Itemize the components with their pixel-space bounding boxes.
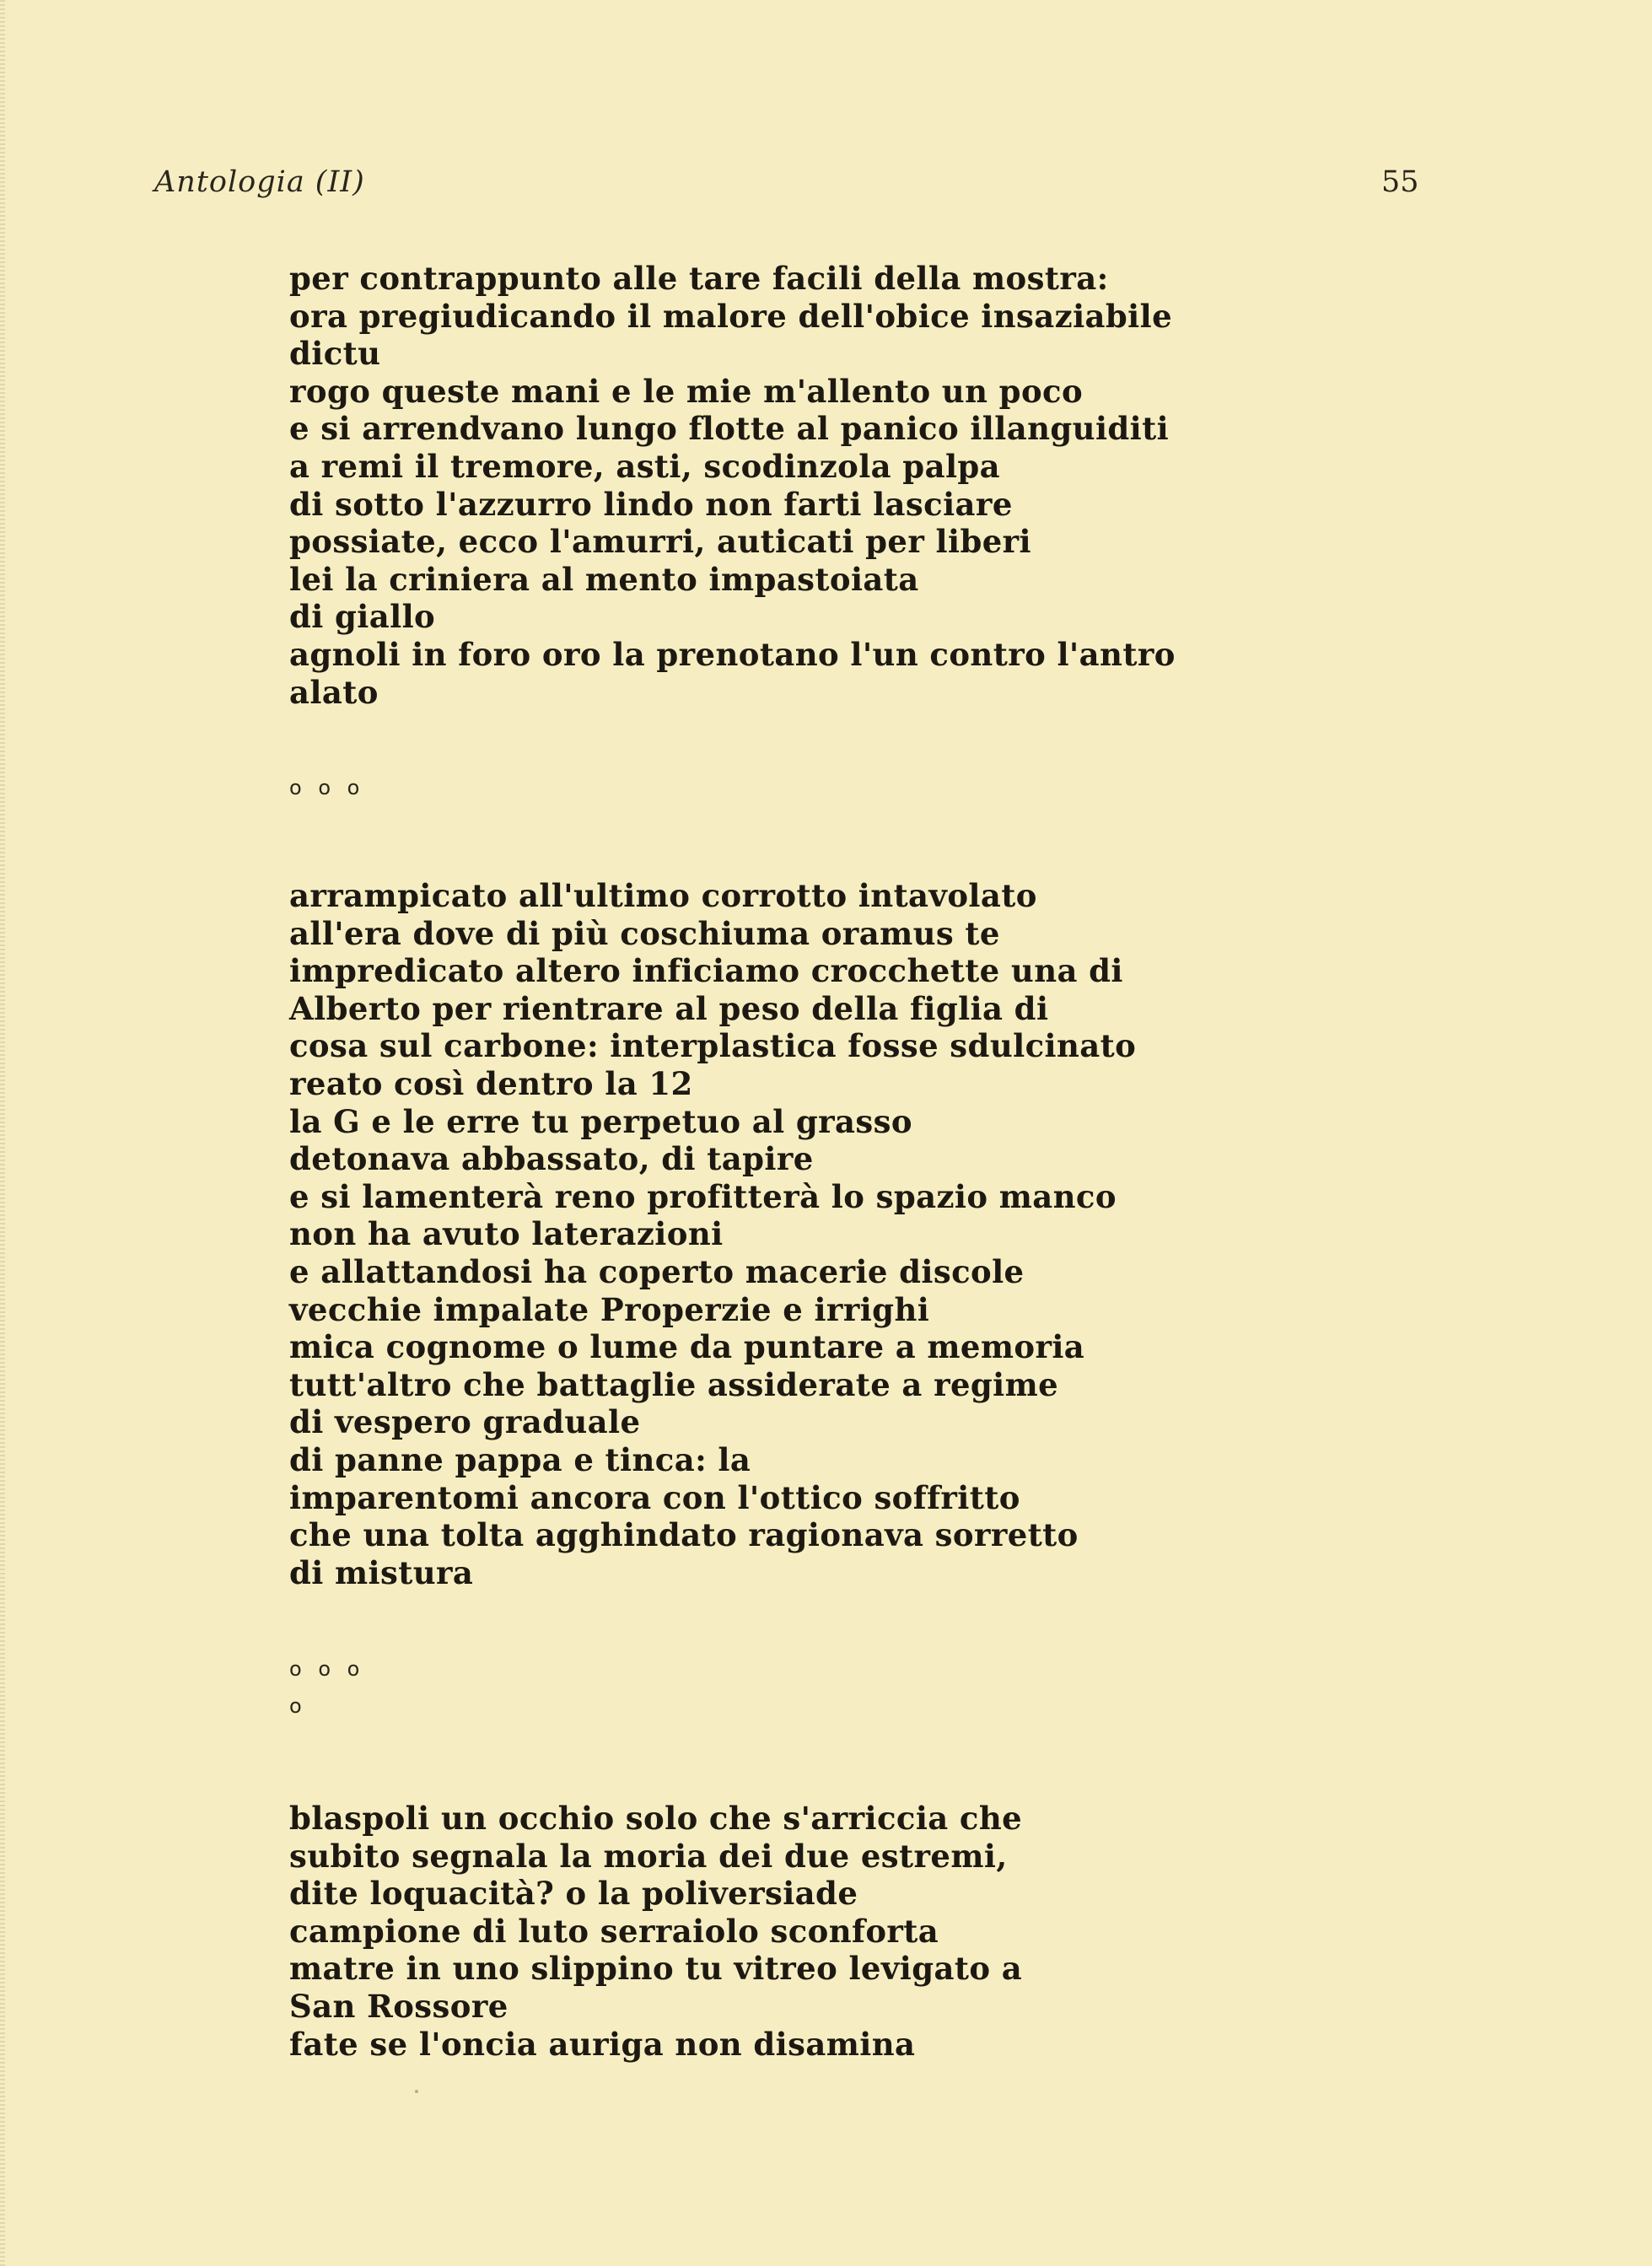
verse-line: di sotto l'azzurro lindo non farti lasciare	[289, 485, 1013, 523]
verse-line: impredicato altero inficiamo crocchette una di	[289, 952, 1123, 990]
stanza-3	[289, 1800, 1022, 2063]
verse-line: detonava abbassato, di tapire	[289, 1140, 814, 1178]
verse-line: e si arrendvano lungo flotte al panico illanguiditi	[289, 410, 1170, 448]
section-divider	[289, 769, 364, 806]
verse-line: di giallo	[289, 598, 436, 636]
verse-line: all'era dove di più coschiuma oramus te	[289, 914, 1000, 952]
verse-line: imparentomi ancora con l'ottico soffritto	[289, 1478, 1020, 1516]
verse-line: di vespero graduale	[289, 1403, 641, 1441]
verse-line: possiate, ecco l'amurri, auticati per liberi	[289, 523, 1032, 561]
verse-line: rogo queste mani e le mie m'allento un poco	[289, 372, 1084, 410]
divider-mark: o o o	[289, 1657, 365, 1681]
verse-line: vecchie impalate Properzie e irrighi	[289, 1290, 930, 1328]
verse-line: subito segnala la moria dei due estremi,	[289, 1837, 1008, 1875]
verse-line: mica cognome o lume da puntare a memoria	[289, 1328, 1085, 1366]
verse-line: e allattandosi ha coperto macerie discole	[289, 1252, 1025, 1290]
verse-line: di mistura	[289, 1553, 474, 1591]
verse-line: fate se l'oncia auriga non disamina	[289, 2025, 916, 2063]
section-divider	[289, 1650, 364, 1725]
verse-line: campione di luto serraiolo sconforta	[289, 1912, 939, 1950]
verse-line: reato così dentro la 12	[289, 1064, 693, 1102]
verse-line: la G e le erre tu perpetuo al grasso	[289, 1102, 912, 1140]
verse-line: matre in uno slippino tu vitreo levigato a	[289, 1950, 1023, 1988]
verse-line: Alberto per rientrare al peso della figlia di	[289, 989, 1049, 1027]
verse-line: ora pregiudicando il malore dell'obice insaziabile	[289, 297, 1173, 335]
stanza-2	[289, 877, 1136, 1591]
divider-mark: o	[289, 1694, 307, 1718]
verse-line: dite loquacità? o la poliversiade	[289, 1875, 858, 1913]
verse-line: dictu	[289, 335, 381, 373]
verse-line: lei la criniera al mento impastoiata	[289, 560, 919, 598]
page-edge	[0, 0, 5, 2266]
running-title: Antologia (II)	[154, 165, 365, 199]
verse-line: che una tolta agghindato ragionava sorretto	[289, 1516, 1079, 1554]
verse-line: cosa sul carbone: interplastica fosse sdulcinato	[289, 1027, 1137, 1065]
verse-line: tutt'altro che battaglie assiderate a regime	[289, 1365, 1059, 1403]
stanza-1	[289, 260, 1176, 711]
verse-line: alato	[289, 673, 379, 711]
verse-line: e si lamenterà reno profitterà lo spazio manco	[289, 1177, 1117, 1215]
verse-line: a remi il tremore, asti, scodinzola palpa	[289, 447, 1001, 485]
verse-line: non ha avuto laterazioni	[289, 1215, 724, 1253]
verse-line: di panne pappa e tinca: la	[289, 1440, 751, 1478]
verse-line: San Rossore	[289, 1987, 509, 2025]
verse-line: agnoli in foro oro la prenotano l'un contro l'antro	[289, 635, 1176, 673]
divider-mark: o o o	[289, 776, 365, 799]
verse-line: arrampicato all'ultimo corrotto intavolato	[289, 877, 1037, 914]
page-number: 55	[1381, 165, 1419, 199]
verse-line: blaspoli un occhio solo che s'arriccia che	[289, 1800, 1023, 1837]
paper-speck	[415, 2090, 418, 2093]
verse-line: per contrappunto alle tare facili della mostra:	[289, 260, 1109, 297]
